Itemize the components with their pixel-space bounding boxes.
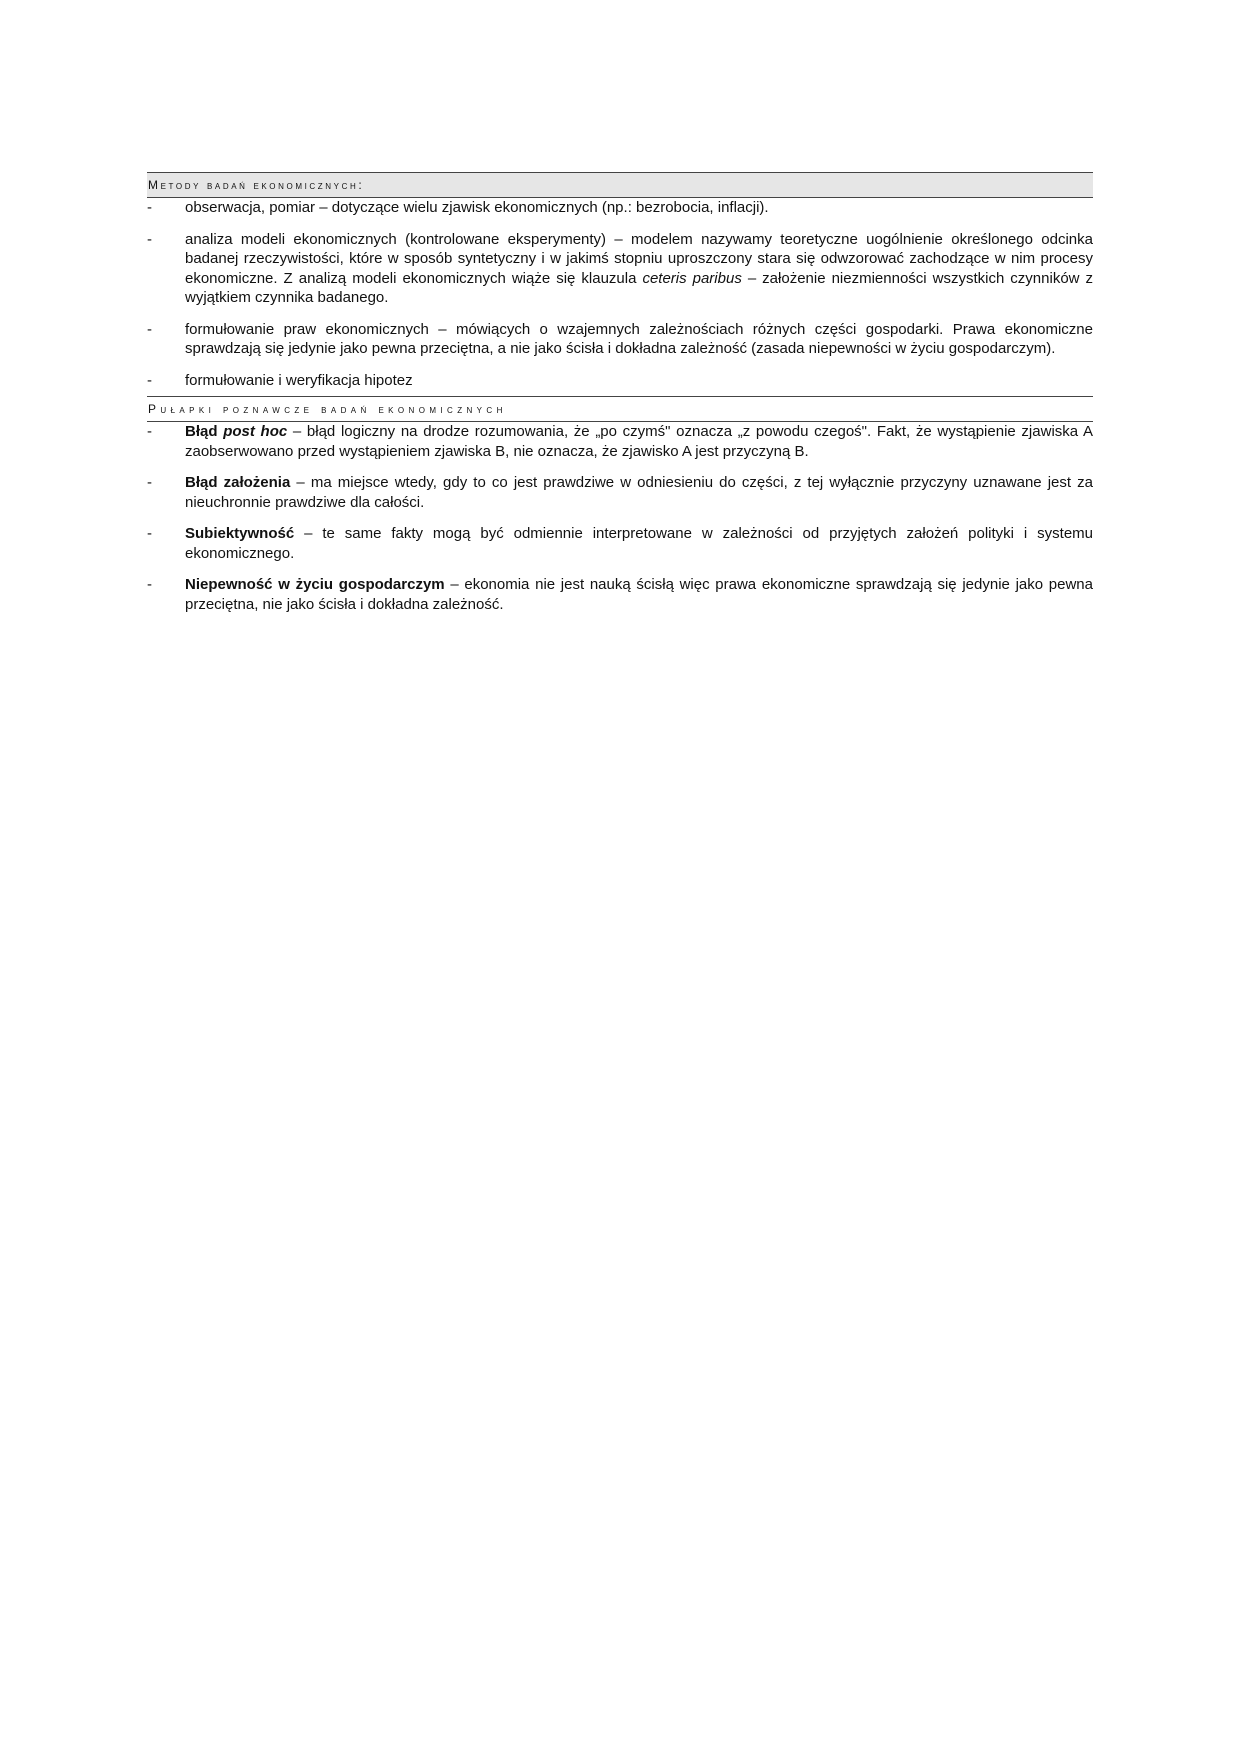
list-item	[147, 575, 1093, 614]
list-item	[147, 524, 1093, 563]
item-term: Błąd	[185, 423, 224, 440]
item-text: analiza modeli ekonomicznych (kontrolowane eksperymenty) – modelem nazywamy teoretyczne uogólnienie określonego odcinka badanej rzeczywistości, które w sposób syntetyczny i w jakimś stopniu uproszczony stara się odwzorować zachodzące w nim procesy ekonomiczne. Z analizą modeli ekonomicznych wiąże się klauzula	[185, 230, 1093, 287]
item-text: – założenie niezmienności wszystkich czynników z wyjątkiem czynnika badanego.	[185, 269, 1094, 306]
item-term: Niepewność w życiu gospodarczym	[185, 576, 445, 593]
pitfalls-list	[147, 422, 1093, 614]
list-item	[147, 473, 1093, 512]
list-item	[147, 230, 1093, 308]
item-term: Subiektywność	[185, 525, 295, 542]
list-item	[147, 371, 1093, 391]
bullet-dash: -	[147, 230, 152, 248]
item-text: – ma miejsce wtedy, gdy to co jest prawdziwe w odniesieniu do części, z tej wyłącznie przyczyny uznawane jest za nieuchronnie prawdziwe dla całości.	[185, 474, 1094, 511]
item-italic-term: ceteris paribus	[642, 269, 742, 287]
item-text: formułowanie praw ekonomicznych – mówiących o wzajemnych zależnościach różnych części gospodarki. Prawa ekonomiczne sprawdzają się jedynie jako pewna przeciętna, a nie jako ścisła i dokładna zależność (zasada niepewności w życiu gospodarczym).	[185, 320, 1093, 357]
bullet-dash: -	[147, 525, 152, 542]
bullet-dash: -	[147, 199, 152, 216]
section-header-pitfalls	[147, 396, 1093, 422]
bullet-dash: -	[147, 371, 152, 389]
bullet-dash: -	[147, 576, 152, 593]
section-title: Metody badań ekonomicznych:	[148, 178, 365, 192]
item-text: – błąd logiczny na drodze rozumowania, że „po czymś" oznacza „z powodu czegoś". Fakt, że wystąpienie zjawiska A zaobserwowano przed wystąpieniem zjawiska B, nie oznacza, że zjawisko A jest przyczyną B.	[185, 423, 1093, 460]
bullet-dash: -	[147, 423, 152, 440]
bullet-dash: -	[147, 474, 152, 491]
methods-list	[147, 198, 1093, 390]
item-term-italic: post hoc	[223, 423, 288, 440]
list-item	[147, 320, 1093, 359]
list-item	[147, 198, 1093, 218]
item-text: formułowanie i weryfikacja hipotez	[185, 371, 413, 389]
item-text: obserwacja, pomiar – dotyczące wielu zjawisk ekonomicznych (np.: bezrobocia, inflacji).	[185, 199, 769, 216]
item-text: – te same fakty mogą być odmiennie interpretowane w zależności od przyjętych założeń polityki i systemu ekonomicznego.	[185, 525, 1093, 562]
list-item	[147, 422, 1093, 461]
item-term: Błąd założenia	[185, 474, 291, 491]
section-header-methods	[147, 172, 1093, 198]
section-title: Pułapki poznawcze badań ekonomicznych	[148, 402, 507, 416]
item-text: – ekonomia nie jest nauką ścisłą więc prawa ekonomiczne sprawdzają się jedynie jako pewna przeciętna, nie jako ścisła i dokładna zależność.	[185, 576, 1093, 613]
bullet-dash: -	[147, 320, 152, 338]
document-content	[147, 172, 1093, 626]
